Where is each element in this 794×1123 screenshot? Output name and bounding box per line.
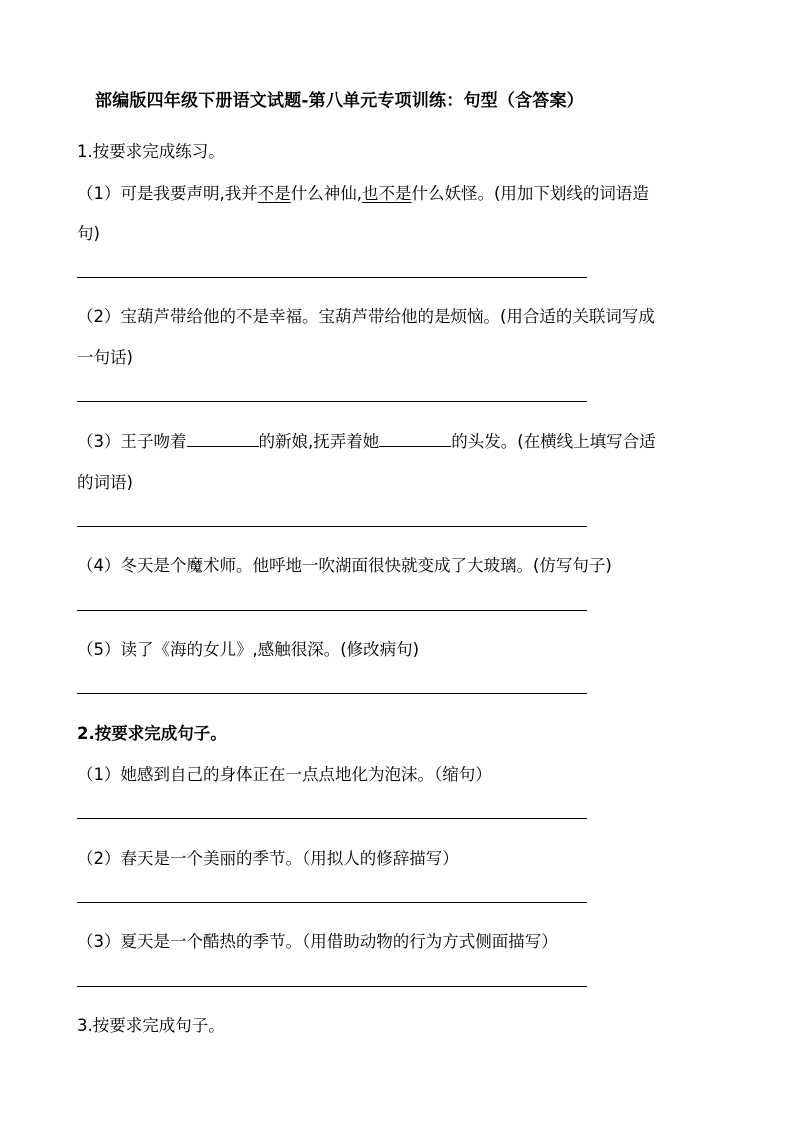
question-1-1-continued: 句) (77, 224, 100, 243)
answer-line[interactable] (77, 610, 587, 611)
question-1-1-underlined-2: 也不是 (362, 184, 412, 203)
answer-line[interactable] (77, 526, 587, 527)
question-1-2: （2）宝葫芦带给他的不是幸福。宝葫芦带给他的是烦恼。(用合适的关联词写成 (77, 307, 655, 326)
question-1-3-mid: 的新娘,抚弄着她 (258, 432, 380, 451)
question-2-2: （2）春天是一个美丽的季节。（用拟人的修辞描写） (77, 849, 459, 868)
section-1-heading: 1.按要求完成练习。 (77, 142, 225, 161)
question-1-3-pre: （3）王子吻着 (77, 432, 187, 451)
question-1-1-pre: （1）可是我要声明,我并 (77, 184, 258, 203)
question-1-1-post: 什么妖怪。(用加下划线的词语造 (411, 184, 649, 203)
section-2-heading: 2.按要求完成句子。 (77, 724, 227, 743)
question-1-2-continued: 一句话) (77, 348, 133, 367)
question-1-1-mid: 什么神仙, (290, 184, 362, 203)
answer-line[interactable] (77, 401, 587, 402)
fill-blank-1[interactable] (187, 432, 259, 447)
question-1-3-continued: 的词语) (77, 473, 133, 492)
question-1-3 (77, 428, 656, 452)
answer-line[interactable] (77, 277, 587, 278)
question-1-4: （4）冬天是个魔术师。他呼地一吹湖面很快就变成了大玻璃。(仿写句子) (77, 556, 612, 575)
section-3-heading: 3.按要求完成句子。 (77, 1016, 225, 1035)
answer-line[interactable] (77, 902, 587, 903)
question-1-3-post: 的头发。(在横线上填写合适 (451, 432, 656, 451)
answer-line[interactable] (77, 693, 587, 694)
question-1-5: （5）读了《海的女儿》,感触很深。(修改病句) (77, 640, 420, 659)
fill-blank-2[interactable] (379, 432, 451, 447)
document-title: 部编版四年级下册语文试题-第八单元专项训练：句型（含答案） (95, 91, 584, 111)
question-2-1: （1）她感到自己的身体正在一点点地化为泡沫。（缩句） (77, 765, 492, 784)
question-1-1-underlined-1: 不是 (257, 184, 291, 203)
question-2-3: （3）夏天是一个酷热的季节。（用借助动物的行为方式侧面描写） (77, 932, 558, 951)
answer-line[interactable] (77, 986, 587, 987)
question-1-1 (77, 180, 649, 204)
answer-line[interactable] (77, 818, 587, 819)
